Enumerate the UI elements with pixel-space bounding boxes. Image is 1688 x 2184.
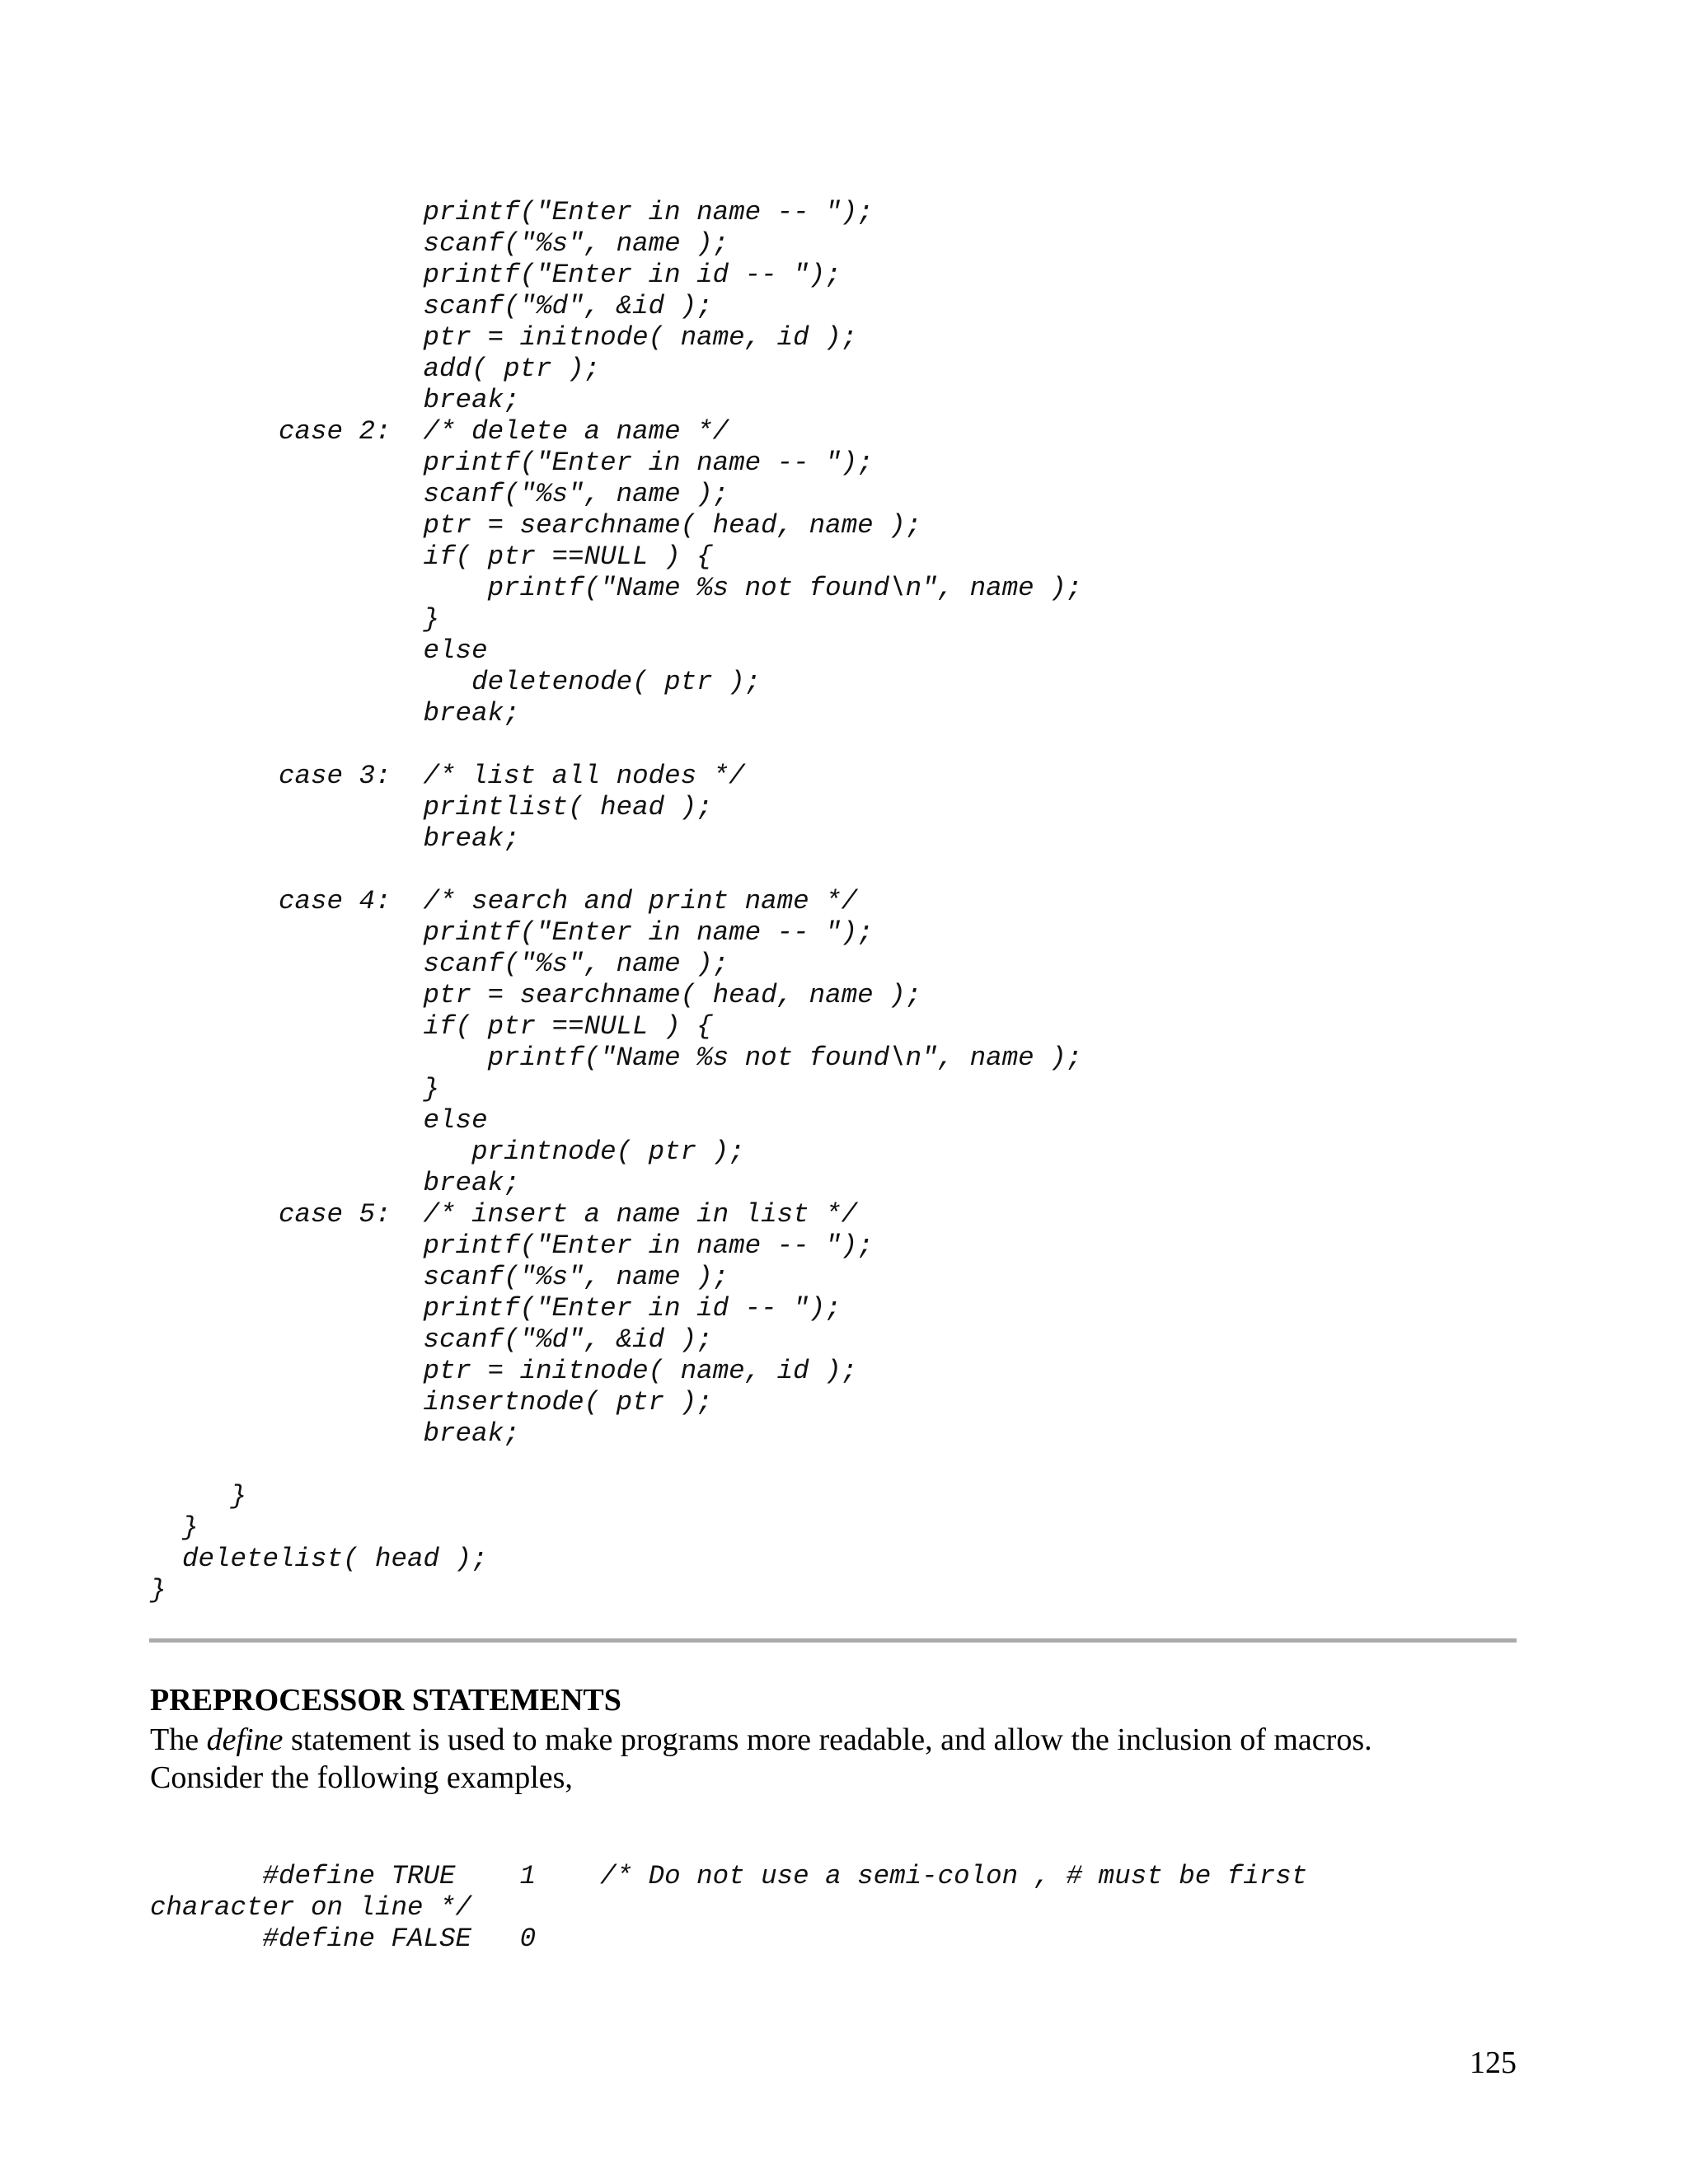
page-number: 125 [1470,2046,1517,2080]
code-line: break; [150,823,520,854]
code-line: printf("Enter in id -- "); [150,260,842,290]
code-line: scanf("%s", name ); [150,228,729,259]
code-line: case 3: /* list all nodes */ [150,761,745,791]
code-line: character on line */ [150,1892,472,1923]
code-line: } [150,1575,166,1605]
code-line: else [150,1105,488,1136]
code-line: insertnode( ptr ); [150,1387,713,1418]
code-line: printf("Name %s not found\n", name ); [150,1043,1083,1073]
define-keyword: define [206,1722,284,1757]
code-line [150,1450,1082,1481]
code-line: scanf("%s", name ); [150,1262,729,1292]
code-line: break; [150,1168,520,1198]
code-line: ptr = searchname( head, name ); [150,980,922,1010]
code-line: case 4: /* search and print name */ [150,886,858,916]
code-line: } [150,1512,199,1543]
code-line: ptr = initnode( name, id ); [150,1356,858,1386]
section-divider [149,1638,1517,1643]
code-line: if( ptr ==NULL ) { [150,541,713,572]
code-line: printf("Enter in name -- "); [150,448,874,478]
code-line: else [150,635,488,666]
code-line: ptr = initnode( name, id ); [150,322,858,353]
code-line: case 2: /* delete a name */ [150,416,729,447]
code-line: break; [150,1418,520,1449]
code-line: deletenode( ptr ); [150,667,762,697]
code-line: printf("Enter in name -- "); [150,917,874,948]
code-line: scanf("%s", name ); [150,949,729,979]
code-line: } [150,604,440,635]
code-line: printf("Enter in id -- "); [150,1293,842,1324]
section-paragraph [150,1721,1551,1797]
define-examples [150,1861,1307,1955]
paragraph-line-1 [150,1721,1551,1759]
code-line: break; [150,385,520,415]
code-line: ptr = searchname( head, name ); [150,510,922,541]
code-line: #define FALSE 0 [150,1924,537,1954]
code-line: } [150,1481,247,1511]
code-line: printf("Enter in name -- "); [150,1230,874,1261]
code-line: printf("Name %s not found\n", name ); [150,573,1083,603]
section-heading: PREPROCESSOR STATEMENTS [150,1683,621,1718]
code-line: break; [150,698,520,729]
code-listing [150,197,1082,1606]
code-line: scanf("%d", &id ); [150,291,713,321]
code-line: scanf("%s", name ); [150,479,729,509]
code-line [150,855,1082,886]
paragraph-text-after: statement is used to make programs more readable, and allow the inclusion of macros. [283,1722,1372,1757]
paragraph-text-before: The [150,1722,207,1757]
code-line: printf("Enter in name -- "); [150,197,874,227]
code-line: printnode( ptr ); [150,1137,745,1167]
code-line [150,729,1082,761]
code-line: scanf("%d", &id ); [150,1324,713,1355]
code-line: add( ptr ); [150,354,601,384]
code-line: case 5: /* insert a name in list */ [150,1199,858,1230]
code-line: } [150,1074,440,1104]
paragraph-line-2: Consider the following examples, [150,1760,573,1795]
code-line: deletelist( head ); [150,1544,488,1574]
code-line: if( ptr ==NULL ) { [150,1011,713,1042]
code-line: #define TRUE 1 /* Do not use a semi-colon , # must be first [150,1861,1308,1891]
code-line: printlist( head ); [150,792,713,823]
